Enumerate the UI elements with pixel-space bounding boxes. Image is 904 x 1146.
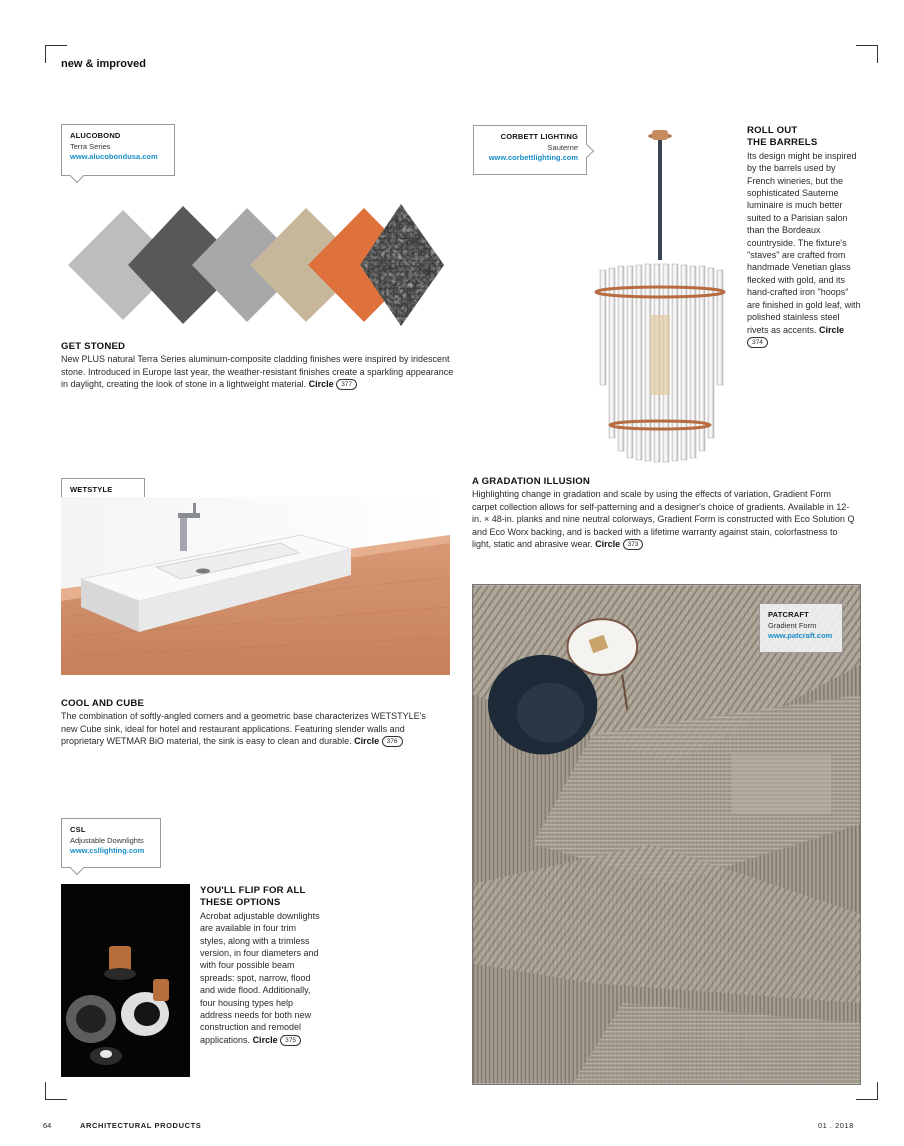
alucobond-headline: GET STONED — [61, 341, 126, 352]
csl-downlights-image — [61, 884, 190, 1077]
corbett-article — [747, 125, 863, 348]
alucobond-callout — [61, 124, 175, 176]
corner-mark-bottom-left — [45, 1082, 67, 1100]
alucobond-brand: ALUCOBOND — [70, 131, 121, 140]
csl-downlight-4 — [90, 1047, 122, 1065]
patcraft-carpet-image — [472, 584, 861, 1085]
corbett-headline-line1: ROLL OUT — [747, 125, 798, 136]
patcraft-body: Highlighting change in gradation and scale by using the effects of variation, Gradient Form carpet collection allows for self-patterning and a designer's choice of gradients. Available in 12-in. × 48-in. planks and nine neutral colorways, Gradient Form is constructed with Eco Solution Q and Eco Worx backing, and is backed with a lifetime warranty against stain, colorfastness to light, static and abrasive wear. — [472, 489, 855, 550]
csl-downlight-2 — [66, 995, 116, 1043]
corbett-circle-label: Circle — [819, 324, 845, 335]
csl-circle-label: Circle — [252, 1034, 278, 1045]
corbett-product: Sauterne — [547, 142, 578, 152]
wetstyle-article — [61, 698, 443, 748]
csl-url-link[interactable]: www.csllighting.com — [70, 846, 145, 855]
patcraft-headline: A GRADATION ILLUSION — [472, 476, 591, 487]
wetstyle-brand: WETSTYLE — [70, 485, 113, 494]
wetstyle-circle-label: Circle — [354, 736, 380, 747]
corbett-body: Its design might be inspired by the barrels used by French wineries, but the sophisticated Sauterne luminaire is much better suited to a Parisian salon than the Bordeaux countryside. The fixture's "staves" are crafted from handmade Venetian glass flecked with gold, and its hand-crafted iron "hoops" are finished in gold leaf, with polished stainless steel rivets as accents. — [747, 150, 861, 335]
csl-article — [200, 885, 320, 1046]
wetstyle-circle-number[interactable]: 376 — [382, 736, 403, 747]
wetstyle-headline: COOL AND CUBE — [61, 698, 145, 709]
alucobond-swatches-image — [58, 200, 444, 330]
corbett-callout — [473, 125, 587, 175]
alucobond-circle-label: Circle — [308, 379, 334, 390]
corbett-url-link[interactable]: www.corbettlighting.com — [488, 153, 578, 162]
csl-headline-line2: THESE OPTIONS — [200, 897, 281, 909]
csl-body: Acrobat adjustable downlights are available in four trim styles, along with a trimless version, in four diameters and with four possible beam spreads: spot, narrow, flood and wide flood. Additionally, four housing types help address needs for both new construction and remodel applications. — [200, 910, 320, 1045]
csl-callout — [61, 818, 161, 868]
wetstyle-body: The combination of softly-angled corners and a geometric base characterizes WETSTYLE's new Cube sink, ideal for hotel and restaurant applications. Featuring slender walls and proprietary WETMAR BiO material, the sink is easy to clean and durable. — [61, 711, 426, 747]
patcraft-circle-number[interactable]: 373 — [623, 539, 644, 550]
patcraft-brand: PATCRAFT — [768, 610, 809, 619]
corbett-headline-line2: THE BARRELS — [747, 137, 818, 149]
csl-brand: CSL — [70, 825, 86, 834]
alucobond-body: New PLUS natural Terra Series aluminum-composite cladding finishes were inspired by iridescent stone. Introduced in Europe last year, the weather-resistant finishes create a sparkling appearance in daylight, creating the look of stone in a lightweight material. — [61, 354, 454, 390]
patcraft-article — [472, 476, 858, 550]
corbett-circle-number[interactable]: 374 — [747, 337, 768, 348]
alucobond-url-link[interactable]: www.alucobondusa.com — [70, 152, 158, 161]
alucobond-circle-number[interactable]: 377 — [336, 379, 357, 390]
alucobond-product: Terra Series — [70, 141, 111, 151]
wetstyle-sink-image — [61, 497, 450, 675]
alucobond-article — [61, 341, 459, 391]
patcraft-chair — [488, 655, 597, 754]
section-label: new & improved — [61, 58, 146, 70]
patcraft-circle-label: Circle — [595, 539, 621, 550]
csl-circle-number[interactable]: 375 — [280, 1035, 301, 1046]
corbett-chandelier-image — [590, 120, 730, 465]
patcraft-product: Gradient Form — [768, 620, 817, 630]
csl-headline-line1: YOU'LL FLIP FOR ALL — [200, 885, 306, 896]
csl-product: Adjustable Downlights — [70, 835, 144, 845]
magazine-name: ARCHITECTURAL PRODUCTS — [80, 1121, 202, 1130]
issue-date: 01 . 2018 — [818, 1121, 854, 1130]
corbett-brand: CORBETT LIGHTING — [500, 132, 578, 141]
patcraft-callout — [759, 603, 843, 653]
page-number: 64 — [43, 1121, 52, 1130]
corner-mark-top-right — [856, 45, 878, 63]
patcraft-url-link[interactable]: www.patcraft.com — [768, 631, 833, 640]
